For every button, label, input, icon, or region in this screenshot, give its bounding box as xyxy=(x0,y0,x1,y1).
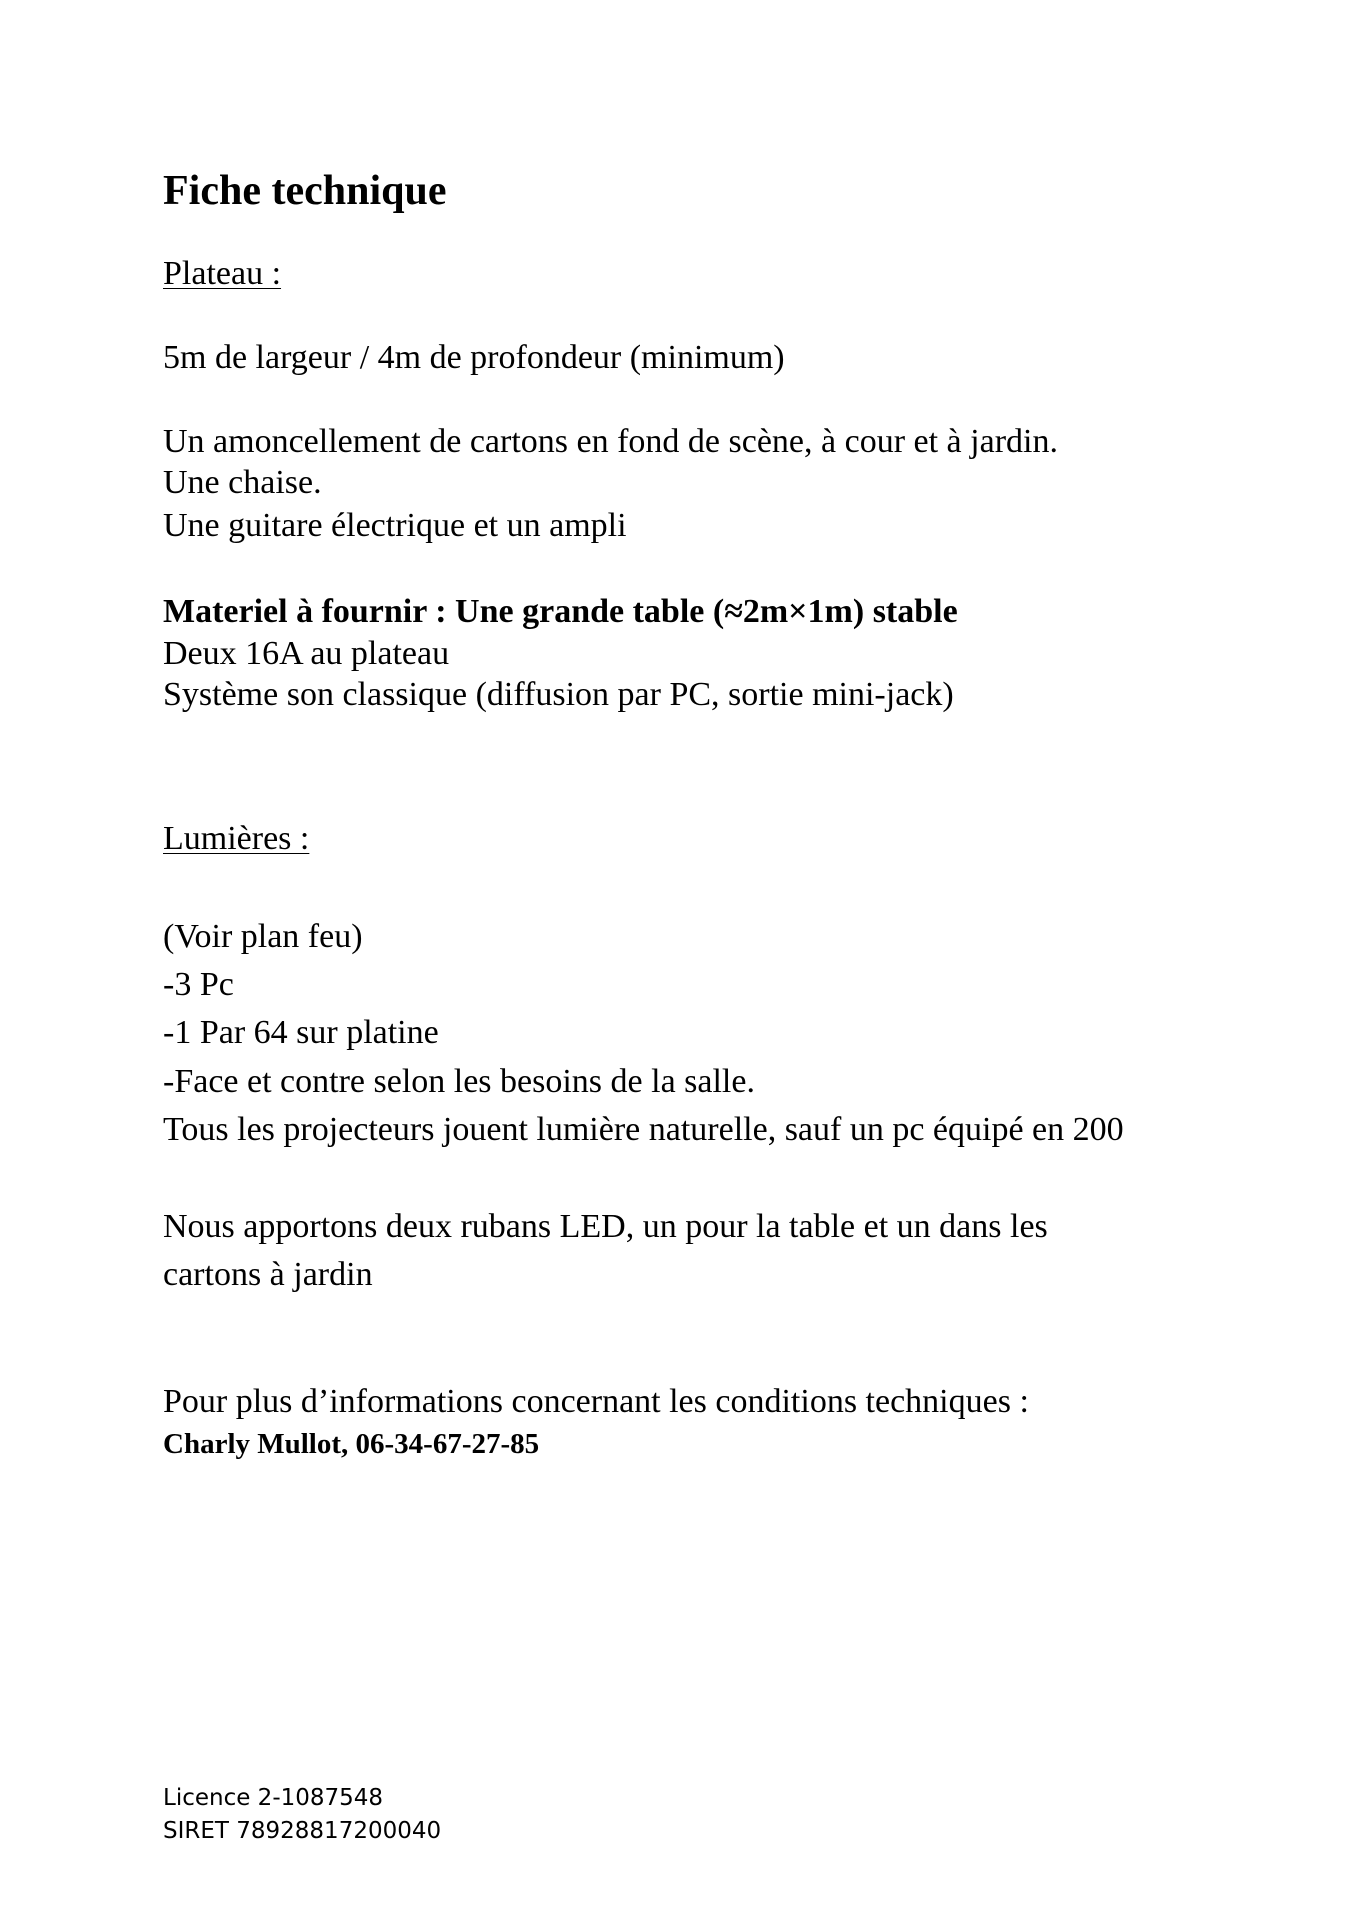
lumieres-item: -1 Par 64 sur platine xyxy=(163,1014,439,1051)
lumieres-item: -3 Pc xyxy=(163,966,234,1003)
plateau-dimensions: 5m de largeur / 4m de profondeur (minimum) xyxy=(163,339,785,376)
led-note-line: Nous apportons deux rubans LED, un pour la table et un dans les xyxy=(163,1208,1048,1245)
lumieres-heading: Lumières : xyxy=(163,820,310,857)
footer-licence: Licence 2-1087548 xyxy=(163,1785,384,1811)
footer-siret: SIRET 78928817200040 xyxy=(163,1818,442,1844)
materiel-a-fournir: Materiel à fournir : Une grande table (≈2m×1m) stable xyxy=(163,593,958,630)
plateau-prop-cartons: Un amoncellement de cartons en fond de scène, à cour et à jardin. xyxy=(163,423,1058,460)
lumieres-item: -Face et contre selon les besoins de la salle. xyxy=(163,1063,755,1100)
plateau-prop-chaise: Une chaise. xyxy=(163,464,322,501)
plateau-prop-guitare: Une guitare électrique et un ampli xyxy=(163,507,627,544)
contact-name-phone: Charly Mullot, 06-34-67-27-85 xyxy=(163,1428,540,1460)
lumieres-item: (Voir plan feu) xyxy=(163,918,363,955)
document-title: Fiche technique xyxy=(163,168,447,214)
lumieres-item: Tous les projecteurs jouent lumière naturelle, sauf un pc équipé en 200 xyxy=(163,1111,1124,1148)
led-note-line: cartons à jardin xyxy=(163,1256,373,1293)
plateau-power: Deux 16A au plateau xyxy=(163,635,450,672)
plateau-heading: Plateau : xyxy=(163,255,282,292)
contact-intro: Pour plus d’informations concernant les conditions techniques : xyxy=(163,1383,1029,1420)
plateau-sound: Système son classique (diffusion par PC, sortie mini-jack) xyxy=(163,676,954,713)
